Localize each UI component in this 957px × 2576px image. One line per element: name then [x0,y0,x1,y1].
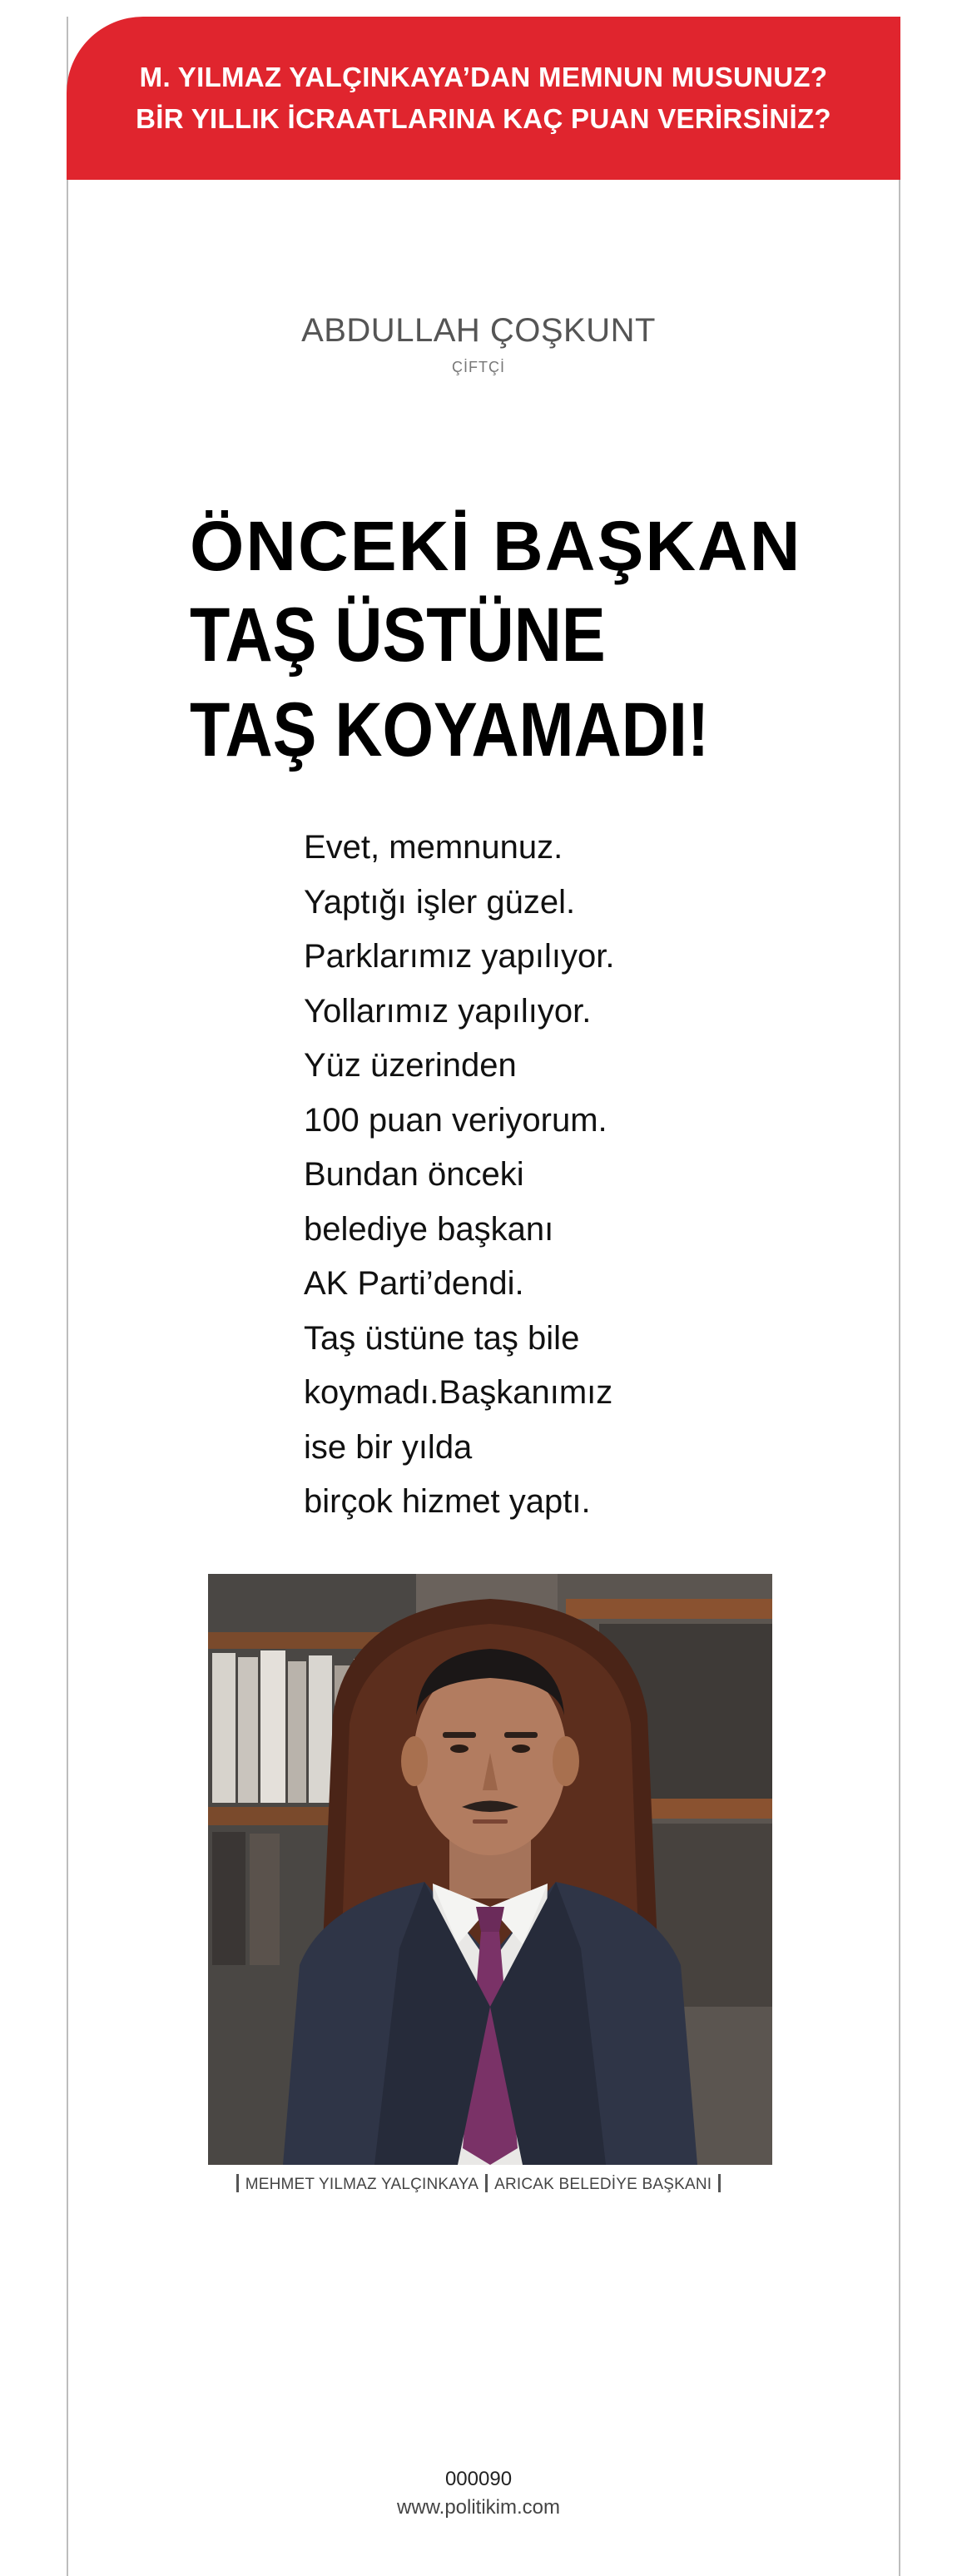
photo-caption [0,2174,957,2194]
quote-line: Yaptığı işler güzel. [304,883,576,921]
banner-line-1: M. YILMAZ YALÇINKAYA’DAN MEMNUN MUSUNUZ? [139,62,828,92]
caption-person-title: ARICAK BELEDİYE BAŞKANI [494,2176,712,2193]
quote-line: birçok hizmet yaptı. [304,1483,591,1520]
author-role: ÇİFTÇİ [452,359,505,375]
quote-line: koymadı.Başkanımız [304,1374,613,1411]
caption-divider [718,2174,721,2192]
caption-person-name: MEHMET YILMAZ YALÇINKAYA [245,2176,479,2193]
quote-line: Taş üstüne taş bile [304,1319,580,1357]
author-name: ABDULLAH ÇOŞKUNT [301,312,656,349]
quote-line: Bundan önceki [304,1156,524,1193]
quote-line: Parklarımız yapılıyor. [304,938,615,975]
portrait-photo [208,1574,772,2165]
quote-line: Evet, memnunuz. [304,829,563,866]
headline-line-3: TAŞ KOYAMADI! [190,687,710,772]
footer-url[interactable]: www.politikim.com [396,2496,561,2519]
quote-body [304,821,770,1530]
quote-line: Yüz üzerinden [304,1047,517,1084]
headline-line-2: TAŞ ÜSTÜNE [190,593,606,678]
quote-line: 100 puan veriyorum. [304,1101,607,1139]
caption-divider [236,2174,239,2192]
footer-code: 000090 [444,2468,513,2490]
quote-line: belediye başkanı [304,1210,554,1248]
caption-divider [485,2174,488,2192]
quote-line: AK Parti’dendi. [304,1265,524,1302]
question-banner [67,17,900,180]
banner-line-2: BİR YILLIK İCRAATLARINA KAÇ PUAN VERİRSİNİZ? [136,103,831,134]
headline [190,504,872,777]
quote-line: Yollarımız yapılıyor. [304,992,592,1030]
headline-line-1: ÖNCEKİ BAŞKAN [190,507,802,585]
quote-line: ise bir yılda [304,1428,473,1466]
